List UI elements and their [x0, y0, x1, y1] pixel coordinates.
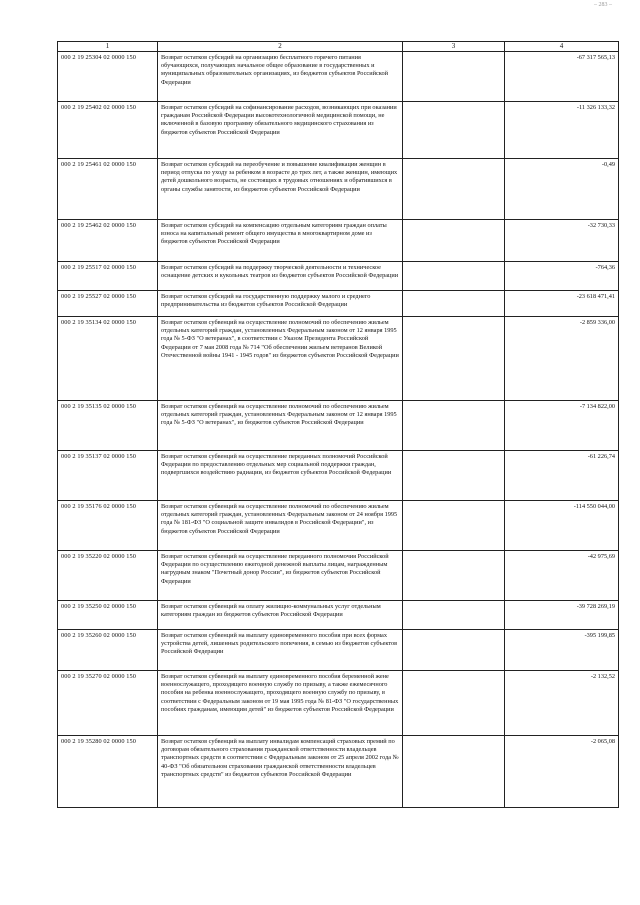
column-header: 1 [58, 42, 158, 52]
column-header: 2 [158, 42, 403, 52]
row-name: Возврат остатков субвенций на выплату инвалидам компенсаций страховых премий по договорам обязательного страхования гражданской ответственности владельцев транспортных средств в соответствии с Федеральным законом от 25 апреля 2002 года № 40-ФЗ "Об обязательном страховании гражданской ответственности владельцев транспортных средств" из бюджетов субъектов Российской Федерации [158, 736, 403, 808]
row-code: 000 2 19 25402 02 0000 150 [58, 102, 158, 159]
row-amount: -61 226,74 [505, 451, 619, 501]
table-row [58, 401, 619, 451]
row-code: 000 2 19 35134 02 0000 150 [58, 317, 158, 401]
table-row [58, 501, 619, 551]
row-name: Возврат остатков субсидий на поддержку творческой деятельности и техническое оснащение детских и кукольных театров из бюджетов субъектов Российской Федерации [158, 262, 403, 291]
row-col3 [403, 630, 505, 671]
row-code: 000 2 19 35135 02 0000 150 [58, 401, 158, 451]
row-code: 000 2 19 25304 02 0000 150 [58, 52, 158, 102]
row-name: Возврат остатков субвенций на осуществление переданных полномочий Российской Федерации по предоставлению отдельных мер социальной поддержки граждан, подвергшихся воздействию радиации, из бюджетов субъектов Российской Федерации [158, 451, 403, 501]
row-name: Возврат остатков субсидий на компенсацию отдельным категориям граждан оплаты взноса на капитальный ремонт общего имущества в многоквартирном доме из бюджетов субъектов Российской Федерации [158, 220, 403, 262]
table-row [58, 52, 619, 102]
row-amount: -2 132,52 [505, 671, 619, 736]
row-amount: -2 065,08 [505, 736, 619, 808]
row-col3 [403, 671, 505, 736]
table-row [58, 262, 619, 291]
row-code: 000 2 19 35250 02 0000 150 [58, 601, 158, 630]
row-col3 [403, 262, 505, 291]
row-code: 000 2 19 35220 02 0000 150 [58, 551, 158, 601]
row-code: 000 2 19 25461 02 0000 150 [58, 159, 158, 220]
row-amount: -114 550 044,00 [505, 501, 619, 551]
row-name: Возврат остатков субвенций на осуществление полномочий по обеспечению жильем отдельных категорий граждан, установленных Федеральным законом от 24 ноября 1995 года № 181-ФЗ "О социальной защите инвалидов в Российской Федерации", из бюджетов субъектов Российской Федерации [158, 501, 403, 551]
row-amount: -42 975,69 [505, 551, 619, 601]
column-header: 4 [505, 42, 619, 52]
row-col3 [403, 317, 505, 401]
row-name: Возврат остатков субвенций на осуществление переданного полномочия Российской Федерации по осуществлению ежегодной денежной выплаты лицам, награжденным нагрудным знаком "Почетный донор России", из бюджетов субъектов Российской Федерации [158, 551, 403, 601]
row-col3 [403, 501, 505, 551]
table-row [58, 630, 619, 671]
row-code: 000 2 19 35176 02 0000 150 [58, 501, 158, 551]
row-name: Возврат остатков субвенций на оплату жилищно-коммунальных услуг отдельным категориям граждан из бюджетов субъектов Российской Федерации [158, 601, 403, 630]
row-name: Возврат остатков субвенций на выплату единовременного пособия беременной жене военнослужащего, проходящего военную службу по призыву, а также ежемесячного пособия на ребенка военнослужащего, проходящего военную службу по призыву, в соответствии с Федеральным законом от 19 мая 1995 года № 81-ФЗ "О государственных пособиях гражданам, имеющим детей" из бюджетов субъектов Российской Федерации [158, 671, 403, 736]
row-col3 [403, 451, 505, 501]
row-col3 [403, 291, 505, 317]
table-row [58, 601, 619, 630]
row-col3 [403, 220, 505, 262]
row-col3 [403, 551, 505, 601]
row-col3 [403, 736, 505, 808]
table-row [58, 671, 619, 736]
row-code: 000 2 19 25517 02 0000 150 [58, 262, 158, 291]
row-name: Возврат остатков субвенций на осуществление полномочий по обеспечению жильем отдельных категорий граждан, установленных Федеральным законом от 12 января 1995 года № 5-ФЗ "О ветеранах", из бюджетов субъектов Российской Федерации [158, 401, 403, 451]
table-row [58, 317, 619, 401]
row-amount: -39 728 269,19 [505, 601, 619, 630]
row-col3 [403, 102, 505, 159]
header-row [58, 42, 619, 52]
row-col3 [403, 159, 505, 220]
page-number: – 283 – [594, 2, 612, 8]
row-amount: -67 317 565,13 [505, 52, 619, 102]
row-amount: -7 134 822,00 [505, 401, 619, 451]
row-name: Возврат остатков субсидий на государственную поддержку малого и среднего предпринимательства из бюджетов субъектов Российской Федерации [158, 291, 403, 317]
row-code: 000 2 19 35260 02 0000 150 [58, 630, 158, 671]
table-row [58, 220, 619, 262]
row-col3 [403, 52, 505, 102]
table-body [58, 52, 619, 808]
row-amount: -32 730,33 [505, 220, 619, 262]
column-header: 3 [403, 42, 505, 52]
row-code: 000 2 19 35280 02 0000 150 [58, 736, 158, 808]
row-code: 000 2 19 35137 02 0000 150 [58, 451, 158, 501]
row-amount: -0,49 [505, 159, 619, 220]
row-name: Возврат остатков субвенций на осуществление полномочий по обеспечению жильем отдельных категорий граждан, установленных Федеральным законом от 12 января 1995 года № 5-ФЗ "О ветеранах", в соответствии с Указом Президента Российской Федерации от 7 мая 2008 года № 714 "Об обеспечении жильем ветеранов Великой Отечественной войны 1941 - 1945 годов" из бюджетов субъектов Российской Федерации [158, 317, 403, 401]
row-amount: -395 199,85 [505, 630, 619, 671]
row-amount: -23 618 471,41 [505, 291, 619, 317]
table-row [58, 451, 619, 501]
table-row [58, 736, 619, 808]
table-row [58, 551, 619, 601]
row-amount: -2 859 336,00 [505, 317, 619, 401]
row-col3 [403, 401, 505, 451]
row-name: Возврат остатков субсидий на софинансирование расходов, возникающих при оказании гражданам Российской Федерации высокотехнологичной медицинской помощи, не включенной в базовую программу обязательного медицинского страхования из бюджетов субъектов Российской Федерации [158, 102, 403, 159]
table-row [58, 102, 619, 159]
table-row [58, 291, 619, 317]
row-col3 [403, 601, 505, 630]
row-code: 000 2 19 25527 02 0000 150 [58, 291, 158, 317]
row-code: 000 2 19 35270 02 0000 150 [58, 671, 158, 736]
row-code: 000 2 19 25462 02 0000 150 [58, 220, 158, 262]
row-amount: -11 326 133,32 [505, 102, 619, 159]
table-row [58, 159, 619, 220]
row-name: Возврат остатков субсидий на организацию бесплатного горячего питания обучающихся, получающих начальное общее образование в государственных и муниципальных образовательных организациях, из бюджетов субъектов Российской Федерации [158, 52, 403, 102]
row-name: Возврат остатков субсидий на переобучение и повышение квалификации женщин в период отпуска по уходу за ребенком в возрасте до трех лет, а также женщин, имеющих детей дошкольного возраста, не состоящих в трудовых отношениях и обратившихся в органы службы занятости, из бюджетов субъектов Российской Федерации [158, 159, 403, 220]
budget-table [57, 41, 619, 808]
row-amount: -764,36 [505, 262, 619, 291]
row-name: Возврат остатков субвенций на выплату единовременного пособия при всех формах устройства детей, лишенных родительского попечения, в семью из бюджетов субъектов Российской Федерации [158, 630, 403, 671]
